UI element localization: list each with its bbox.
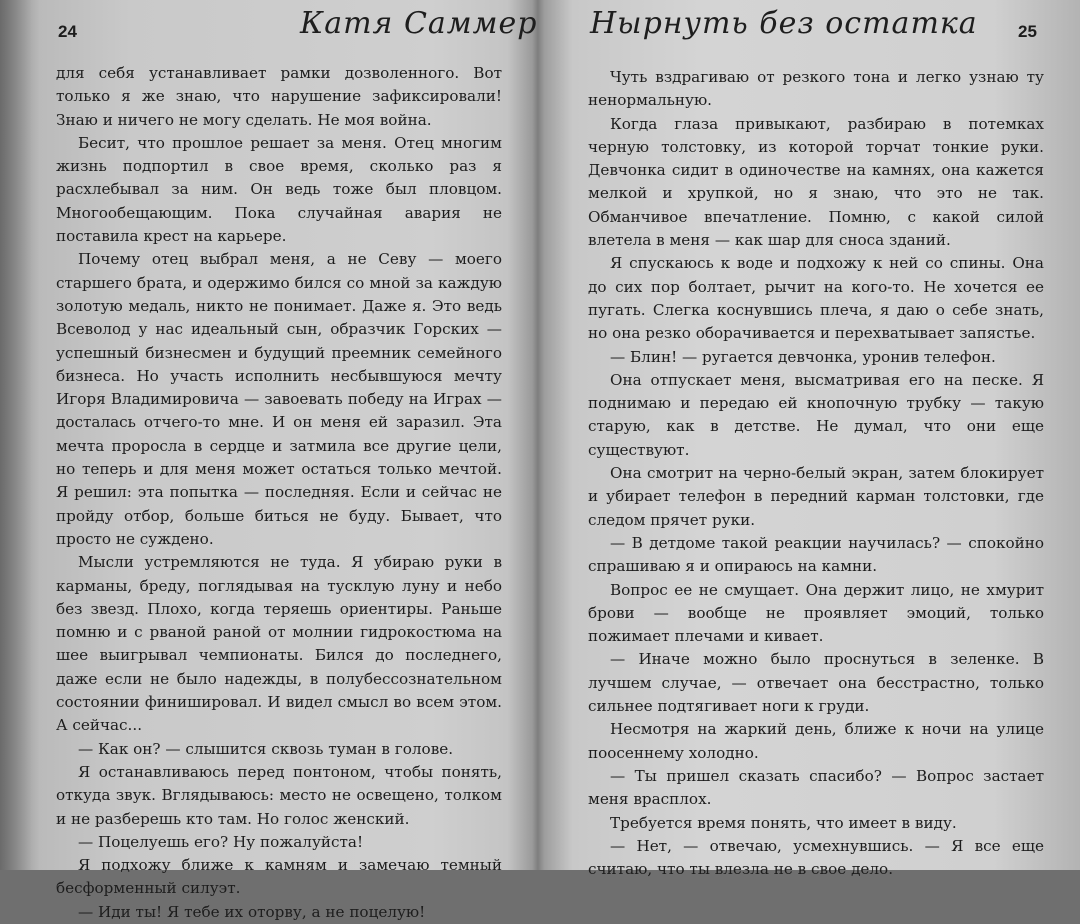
paragraph: — В детдоме такой реакции научилась? — спокойно спрашиваю я и опираюсь на камни. bbox=[588, 533, 1044, 576]
paragraph: — Нет, — отвечаю, усмехнувшись. — Я все еще считаю, что ты влезла не в свое дело. bbox=[588, 836, 1044, 879]
paragraph: — Поцелуешь его? Ну пожалуйста! bbox=[78, 832, 364, 851]
page-text bbox=[588, 66, 1044, 881]
page-number: 25 bbox=[1018, 22, 1037, 41]
paragraph: Когда глаза привыкают, разбираю в потемках черную толстовку, из которой торчат тонкие руки. Девчонка сидит в одиночестве на камнях, она кажется мелкой и хрупкой, но я знаю, что это не так. Обманчивое впечатление. Помню, с какой силой влетела в меня — как шар для сноса зданий. bbox=[588, 114, 1044, 250]
paragraph: — Иди ты! Я тебе их оторву, а не поцелую! bbox=[78, 902, 426, 921]
left-page bbox=[0, 0, 538, 921]
paragraph: Вопрос ее не смущает. Она держит лицо, не хмурит брови — вообще не проявляет эмоций, только пожимает плечами и кивает. bbox=[588, 580, 1044, 646]
paragraph: для себя устанавливает рамки дозволенного. Вот только я же знаю, что нарушение зафиксировали! Знаю и ничего не могу сделать. Не моя война. bbox=[56, 64, 502, 129]
paragraph: Чуть вздрагиваю от резкого тона и легко узнаю ту ненормальную. bbox=[588, 68, 1044, 110]
running-head-author: Катя Саммер bbox=[300, 6, 538, 41]
paragraph: — Блин! — ругается девчонка, уронив телефон. bbox=[610, 347, 996, 366]
paragraph: Я останавливаюсь перед понтоном, чтобы понять, откуда звук. Вглядываюсь: место не освещено, толком и не разберешь кто там. Но голос женский. bbox=[56, 762, 502, 828]
paragraph: Бесит, что прошлое решает за меня. Отец многим жизнь подпортил в свое время, сколько раз я расхлебывал за ним. Он ведь тоже был пловцом. Многообещающим. Пока случайная авария не поставила крест на карьере. bbox=[56, 133, 502, 246]
paragraph: Мысли устремляются не туда. Я убираю руки в карманы, бреду, поглядывая на тусклую луну и небо без звезд. Плохо, когда теряешь ориентиры. Раньше помню и с рваной раной от молнии гидрокостюма на шее выигрывал чемпионаты. Бился до последнего, даже если не было надежды, в полубессознательном состоянии финишировал. И видел смысл во всем этом. А сейчас... bbox=[56, 553, 502, 735]
paragraph: Почему отец выбрал меня, а не Севу — моего старшего брата, и одержимо бился со мной за каждую золотую медаль, никто не понимает. Даже я. Это ведь Всеволод у нас идеальный сын, образчик Горских — успешный бизнесмен и будущий преемник семейного бизнеса. Но участь исполнить несбывшуюся мечту Игоря Владимировича — завоевать победу на Играх — досталась отчего-то мне. И он меня ей заразил. Эта мечта проросла в сердце и затмила все другие цели, но теперь и для меня может остаться только мечтой. Я решил: эта попытка — последняя. Если и сейчас не пройду отбор, больше биться не буду. Бывает, что просто не суждено. bbox=[56, 250, 502, 548]
paragraph: — Как он? — слышится сквозь туман в голове. bbox=[78, 739, 454, 758]
paragraph: Я подхожу ближе к камням и замечаю темный бесформенный силуэт. bbox=[56, 856, 502, 898]
page-text bbox=[56, 62, 502, 924]
paragraph: — Иначе можно было проснуться в зеленке. В лучшем случае, — отвечает она бесстрастно, только сильнее подтягивает ноги к груди. bbox=[588, 650, 1044, 716]
paragraph: — Ты пришел сказать спасибо? — Вопрос застает меня врасплох. bbox=[588, 766, 1044, 809]
running-head-title: Нырнуть без остатка bbox=[590, 6, 978, 41]
paragraph: Я спускаюсь к воде и подхожу к ней со спины. Она до сих пор болтает, рычит на кого-то. Не хочется ее пугать. Слегка коснувшись плеча, я даю о себе знать, но она резко оборачивается и перехватывает запястье. bbox=[588, 254, 1044, 343]
paragraph: Она смотрит на черно-белый экран, затем блокирует и убирает телефон в передний карман толстовки, где следом прячет руки. bbox=[588, 464, 1044, 529]
paragraph: Требуется время понять, что имеет в виду. bbox=[610, 813, 957, 832]
paragraph: Несмотря на жаркий день, ближе к ночи на улице поосеннему холодно. bbox=[588, 720, 1044, 762]
right-page bbox=[538, 0, 1080, 879]
page-number: 24 bbox=[58, 22, 77, 41]
paragraph: Она отпускает меня, высматривая его на песке. Я поднимаю и передаю ей кнопочную трубку — такую старую, как в детстве. Не думал, что они еще существуют. bbox=[588, 370, 1044, 459]
